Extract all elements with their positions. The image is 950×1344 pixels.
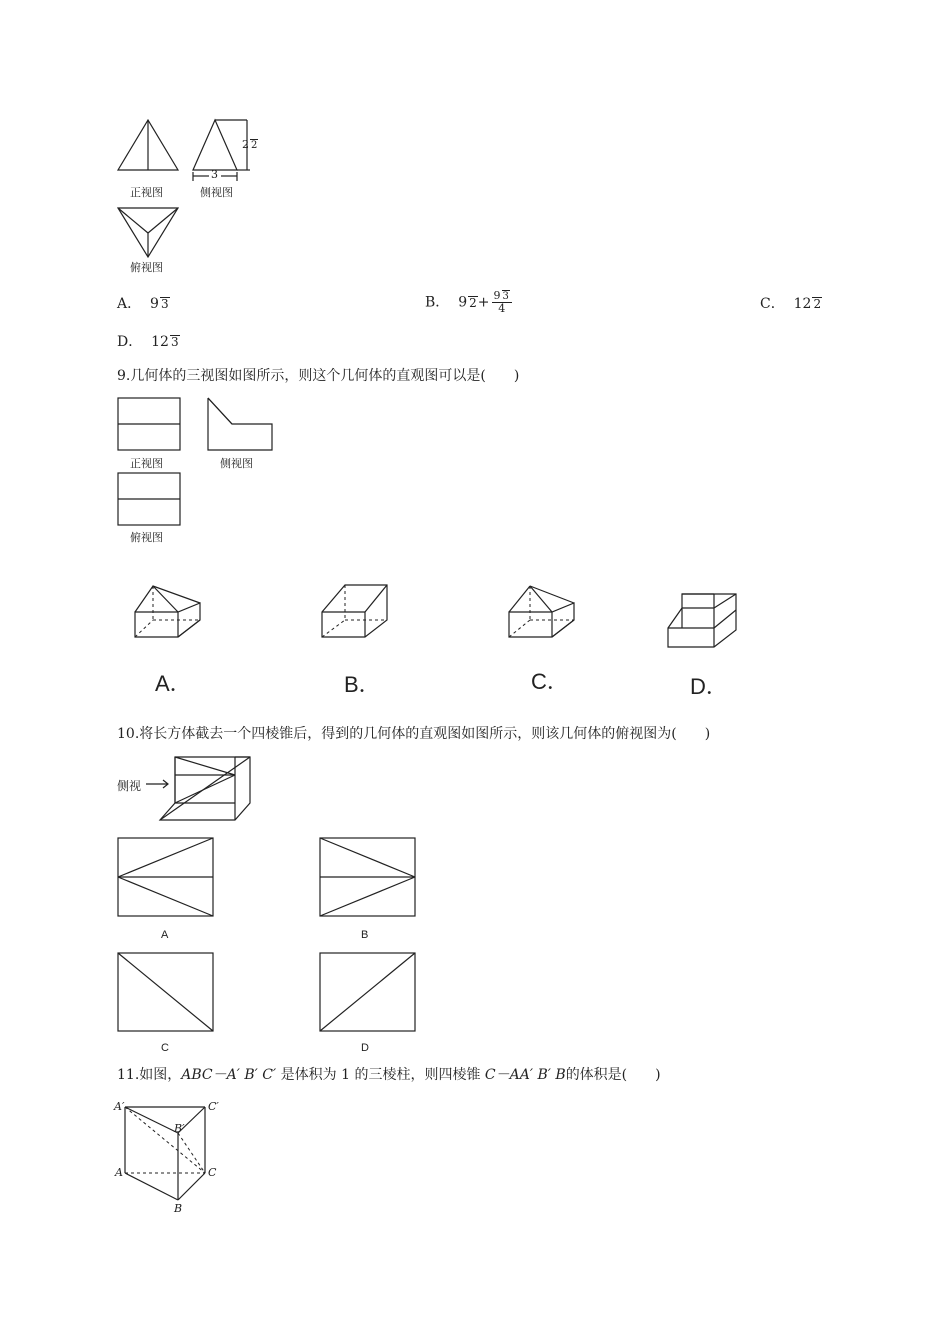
q11-point-c: C <box>208 1166 217 1179</box>
q9-stem: 9.几何体的三视图如图所示，则这个几何体的直观图可以是( ) <box>117 368 520 384</box>
q9-option-b-label: B． <box>344 672 381 697</box>
q8-side-view-caption: 侧视图 <box>200 186 233 199</box>
q10-stem: 10.将长方体截去一个四棱锥后，得到的几何体的直观图如图所示，则该几何体的俯视图为( ) <box>117 726 711 742</box>
q11-stem: 11.如图，ABC－A′ B′ C′ 是体积为 1 的三棱柱，则四棱锥 C－AA′ B′ B的体积是( ) <box>117 1067 661 1083</box>
q11-point-a: A <box>115 1166 123 1179</box>
q10-option-a-label: A <box>161 929 169 941</box>
q8-option-b: B． 9 2+ $\frac{9 3}{4}$ <box>425 290 512 315</box>
q11-point-c1: C′ <box>208 1100 219 1113</box>
q8-width-dimension: 3 <box>211 168 218 181</box>
q9-side-view-caption: 侧视图 <box>220 457 253 470</box>
q10-option-d-label: D <box>361 1042 369 1054</box>
q8-top-view-caption: 俯视图 <box>130 261 163 274</box>
q8-option-d: D． 12 3 <box>117 334 179 350</box>
q10-option-b-label: B <box>361 929 369 941</box>
q10-option-c-label: C <box>161 1042 169 1054</box>
q11-point-b: B <box>174 1202 183 1215</box>
q10-side-view-label: 侧视 <box>117 779 142 793</box>
q8-height-dimension: 2 2 <box>242 138 258 151</box>
q9-option-d-label: D． <box>690 674 728 699</box>
q9-front-view-caption: 正视图 <box>130 457 163 470</box>
q9-top-view-caption: 俯视图 <box>130 531 163 544</box>
q8-option-a: A． 9 3 <box>117 296 169 312</box>
q9-option-a-label: A． <box>155 671 192 696</box>
q8-option-c: C． 12 2 <box>760 296 822 312</box>
q9-option-c-label: C． <box>531 669 569 694</box>
q11-point-a1: A′ <box>114 1100 125 1113</box>
q11-point-b1: B′ <box>174 1122 185 1135</box>
q8-front-view-caption: 正视图 <box>130 186 163 199</box>
